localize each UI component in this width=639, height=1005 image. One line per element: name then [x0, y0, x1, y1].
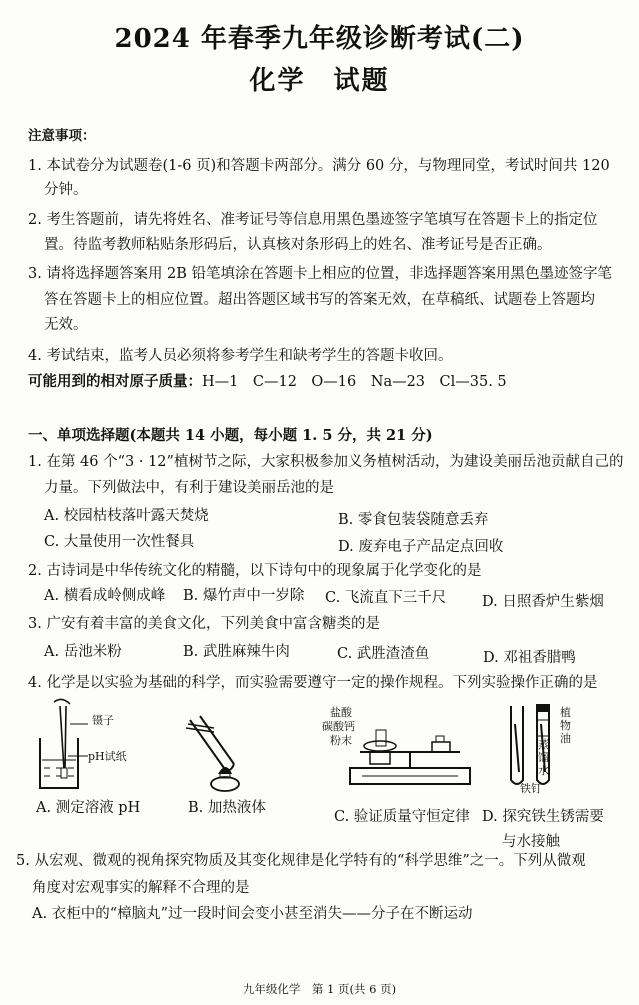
option-c: C. 飞流直下三千尺 — [325, 590, 447, 606]
question-stem: 力量。下列做法中，有利于建设美丽岳池的是 — [44, 480, 334, 496]
option-a: A. 测定溶液 pH — [36, 800, 141, 816]
notice-line: 分钟。 — [44, 182, 88, 198]
fig-label-char: 植 — [560, 706, 571, 719]
question-stem: 5. 从宏观、微观的视角探究物质及其变化规律是化学特有的“科学思维”之一。下列从微观 — [16, 853, 586, 869]
figure-heating-liquid — [180, 712, 270, 794]
fig-label-nail: 铁钉 — [520, 782, 542, 795]
fig-label-char: 蒸 — [538, 738, 549, 751]
fig-label-char: 物 — [560, 719, 571, 732]
notice-heading: 注意事项： — [28, 128, 96, 144]
option-b: B. 加热液体 — [188, 800, 266, 816]
notice-line: 3. 请将选择题答案用 2B 铅笔填涂在答题卡上相应的位置，非选择题答案用黑色墨迹签字笔 — [28, 266, 613, 282]
fig-label-caco3: 碳酸钙 — [322, 720, 355, 733]
notice-line: 无效。 — [44, 317, 88, 333]
option-d: D. 探究铁生锈需要 — [482, 809, 604, 825]
exam-title: 2024 年春季九年级诊断考试(二) — [114, 24, 525, 54]
question-stem: 1. 在第 46 个“3 · 12”植树节之际，大家积极参加义务植树活动，为建设美丽岳池贡献自己的 — [28, 454, 624, 470]
exam-subtitle: 化学 试题 — [249, 66, 390, 96]
option-c: C. 大量使用一次性餐具 — [44, 534, 195, 550]
option-a: A. 衣柜中的“樟脑丸”过一段时间会变小甚至消失——分子在不断运动 — [32, 906, 473, 922]
fig-label-char: 水 — [538, 764, 549, 777]
option-d: D. 日照香炉生紫烟 — [482, 594, 604, 610]
option-b: B. 武胜麻辣牛肉 — [183, 644, 290, 660]
atomic-mass-row — [28, 370, 507, 391]
option-a: A. 校园枯枝落叶露天焚烧 — [44, 508, 209, 524]
atomic-mass-label: 可能用到的相对原子质量： — [28, 373, 202, 390]
notice-line: 1. 本试卷分为试题卷(1-6 页)和答题卡两部分。满分 60 分，与物理同堂，考试时间共 120 — [28, 158, 610, 174]
section-heading: 一、单项选择题(本题共 14 小题，每小题 1. 5 分，共 21 分) — [28, 427, 433, 444]
option-b: B. 零食包装袋随意丢弃 — [338, 512, 489, 528]
fig-label-ph-paper: pH试纸 — [88, 750, 127, 763]
option-d: D. 邓祖香腊鸭 — [483, 650, 576, 666]
question-stem: 2. 古诗词是中华传统文化的精髓，以下诗句中的现象属于化学变化的是 — [28, 563, 482, 579]
fig-label-tweezers: 镊子 — [92, 714, 114, 727]
option-c: C. 武胜渣渣鱼 — [337, 646, 430, 662]
option-d: D. 废弃电子产品定点回收 — [338, 539, 504, 555]
fig-label-char: 油 — [560, 732, 571, 745]
notice-line: 置。待监考教师粘贴条形码后，认真核对条形码上的姓名、准考证号是否正确。 — [44, 237, 552, 253]
option-c: C. 验证质量守恒定律 — [334, 809, 470, 825]
notice-line: 2. 考生答题前，请先将姓名、准考证号等信息用黑色墨迹签字笔填写在答题卡上的指定位 — [28, 212, 598, 228]
fig-label-hcl: 盐酸 — [330, 706, 352, 719]
atomic-mass-values: H—1 C—12 O—16 Na—23 Cl—35. 5 — [202, 374, 507, 390]
question-stem: 3. 广安有着丰富的美食文化，下列美食中富含糖类的是 — [28, 616, 380, 632]
option-b: B. 爆竹声中一岁除 — [183, 588, 305, 604]
fig-label-oil — [560, 706, 571, 745]
option-a: A. 横看成岭侧成峰 — [44, 588, 166, 604]
option-a: A. 岳池米粉 — [44, 644, 122, 660]
question-stem: 角度对宏观事实的解释不合理的是 — [32, 880, 250, 896]
notice-line: 4. 考试结束，监考人员必须将参考学生和缺考学生的答题卡收回。 — [28, 348, 453, 364]
fig-label-powder: 粉末 — [330, 734, 352, 747]
figure-balance — [340, 712, 480, 792]
notice-line: 答在答题卡上的相应位置。超出答题区域书写的答案无效，在草稿纸、试题卷上答题均 — [44, 292, 595, 308]
fig-label-char: 馏 — [538, 751, 549, 764]
fig-label-water — [538, 738, 549, 777]
page-footer: 九年级化学 第 1 页(共 6 页) — [242, 982, 397, 996]
option-d-cont: 与水接触 — [502, 834, 560, 850]
question-stem: 4. 化学是以实验为基础的科学，而实验需要遵守一定的操作规程。下列实验操作正确的是 — [28, 675, 598, 691]
